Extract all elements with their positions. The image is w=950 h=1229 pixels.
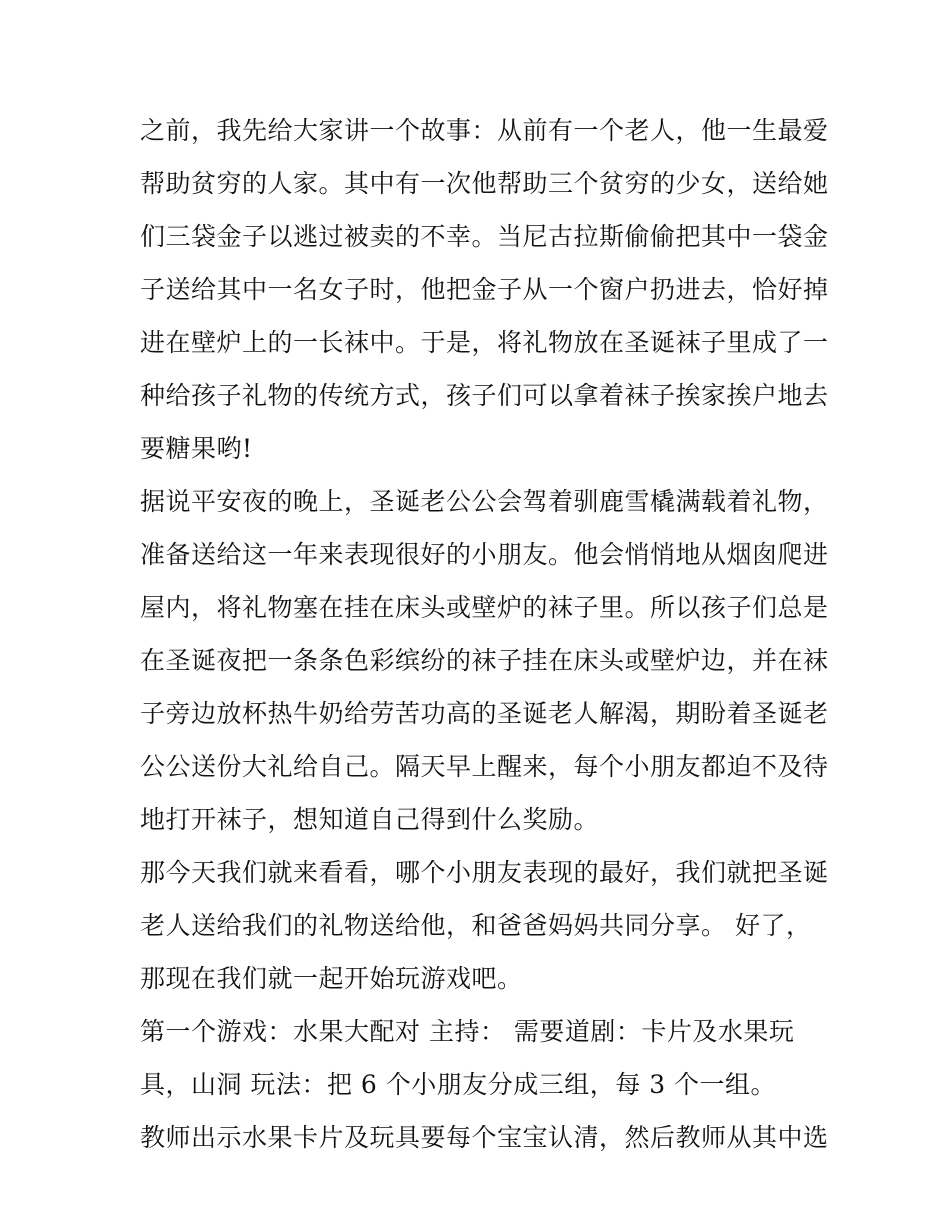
paragraph-3-line-2: 老人送给我们的礼物送给他，和爸爸妈妈共同分享。 好了， xyxy=(140,911,812,940)
paragraph-4-line-1: 第一个游戏：水果大配对 主持： 需要道剧：卡片及水果玩 xyxy=(140,1017,795,1046)
document-body xyxy=(140,104,829,1164)
paragraph-2-line-2: 准备送给这一年来表现很好的小朋友。他会悄悄地从烟囱爬进 xyxy=(140,540,829,569)
paragraph-2-line-5: 子旁边放杯热牛奶给劳苦功高的圣诞老人解渴，期盼着圣诞老 xyxy=(140,699,829,728)
paragraph-2-line-7: 地打开袜子，想知道自己得到什么奖励。 xyxy=(140,805,600,834)
paragraph-2-line-4: 在圣诞夜把一条条色彩缤纷的袜子挂在床头或壁炉边，并在袜 xyxy=(140,646,829,675)
paragraph-1-line-7: 要糖果哟! xyxy=(140,434,253,463)
paragraph-1-line-5: 进在壁炉上的一长袜中。于是，将礼物放在圣诞袜子里成了一 xyxy=(140,328,829,357)
paragraph-2-line-3: 屋内，将礼物塞在挂在床头或壁炉的袜子里。所以孩子们总是 xyxy=(140,593,829,622)
paragraph-1-line-4: 子送给其中一名女子时，他把金子从一个窗户扔进去，恰好掉 xyxy=(140,275,829,304)
paragraph-4-line-2: 具，山洞 玩法：把 6 个小朋友分成三组，每 3 个一组。 xyxy=(140,1070,777,1099)
paragraph-1-line-1: 之前，我先给大家讲一个故事：从前有一个老人，他一生最爱 xyxy=(140,116,829,145)
paragraph-3-line-1: 那今天我们就来看看，哪个小朋友表现的最好，我们就把圣诞 xyxy=(140,858,829,887)
paragraph-2-line-6: 公公送份大礼给自己。隔天早上醒来，每个小朋友都迫不及待 xyxy=(140,752,829,781)
paragraph-1-line-3: 们三袋金子以逃过被卖的不幸。当尼古拉斯偷偷把其中一袋金 xyxy=(140,222,829,251)
paragraph-3-line-3: 那现在我们就一起开始玩游戏吧。 xyxy=(140,964,523,993)
paragraph-2-line-1: 据说平安夜的晚上，圣诞老公公会驾着驯鹿雪橇满载着礼物， xyxy=(140,487,829,516)
paragraph-5-line-1: 教师出示水果卡片及玩具要每个宝宝认清，然后教师从其中选 xyxy=(140,1123,829,1152)
paragraph-1-line-6: 种给孩子礼物的传统方式，孩子们可以拿着袜子挨家挨户地去 xyxy=(140,381,829,410)
paragraph-1-line-2: 帮助贫穷的人家。其中有一次他帮助三个贫穷的少女，送给她 xyxy=(140,169,829,198)
